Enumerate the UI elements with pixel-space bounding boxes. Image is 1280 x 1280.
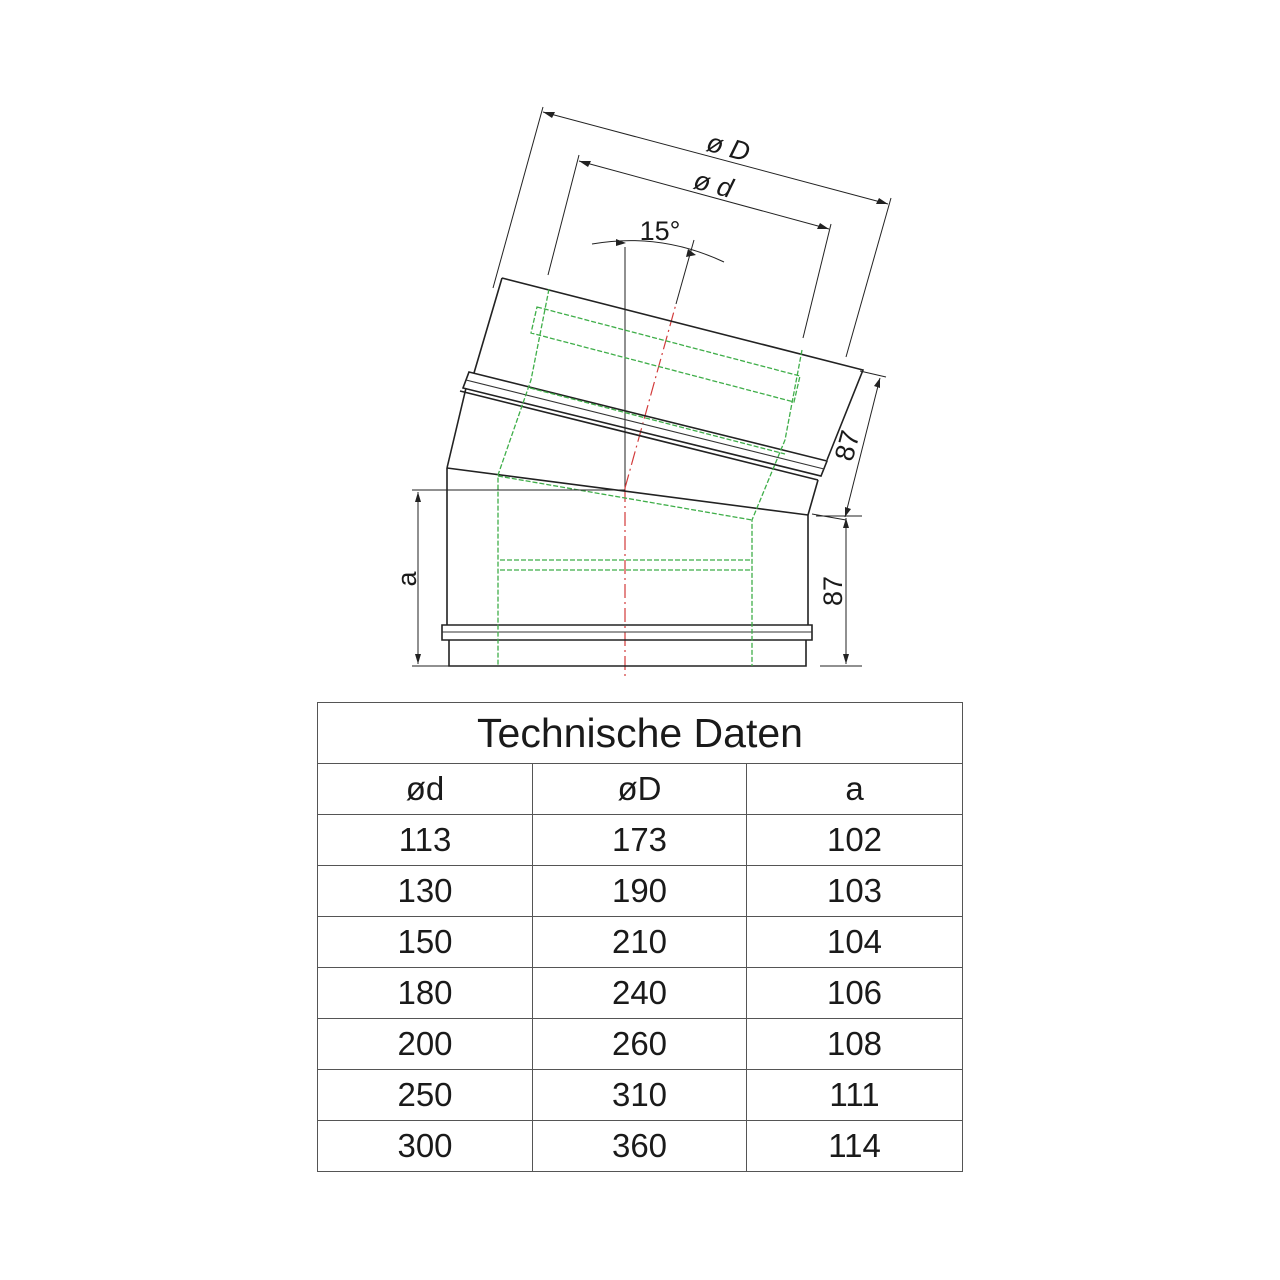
outer-diameter-label: ø D [703,127,754,168]
inner-pipe [498,289,802,666]
table-cell: 173 [533,815,747,866]
table-cell: 310 [533,1070,747,1121]
dimension-outer-diameter [493,107,891,357]
table-cell: 102 [747,815,963,866]
table-cell: 200 [318,1019,533,1070]
table-row [318,1121,963,1172]
angle-label: 15° [639,216,681,246]
height-label: a [392,571,422,587]
technical-data-table [317,702,963,1172]
table-row [318,917,963,968]
table-cell: 104 [747,917,963,968]
upper-pipe-section [447,278,863,515]
table-cell: 240 [533,968,747,1019]
table-row [318,1019,963,1070]
table-cell: 113 [318,815,533,866]
table-cell: 108 [747,1019,963,1070]
table-cell: 111 [747,1070,963,1121]
table-row [318,815,963,866]
table-row [318,968,963,1019]
dimension-lower-length [816,516,862,666]
dimension-angle [592,216,724,262]
table-cell: 250 [318,1070,533,1121]
table-row [318,1070,963,1121]
table-cell: 130 [318,866,533,917]
dimension-upper-length [812,371,886,520]
table-cell: 106 [747,968,963,1019]
table-cell: 103 [747,866,963,917]
center-axis [625,240,694,678]
table-cell: 114 [747,1121,963,1172]
table-title: Technische Daten [318,703,963,764]
table-cell: 150 [318,917,533,968]
table-row [318,866,963,917]
table-cell: 180 [318,968,533,1019]
column-header-height: a [747,764,963,815]
dimension-inner-diameter [548,155,831,338]
table-cell: 190 [533,866,747,917]
upper-length-label: 87 [828,427,866,465]
inner-diameter-label: ø d [690,164,737,204]
lower-length-label: 87 [818,575,848,607]
column-header-outer-diameter: øD [533,764,747,815]
table-cell: 260 [533,1019,747,1070]
column-header-inner-diameter: ød [318,764,533,815]
table-cell: 360 [533,1121,747,1172]
table-cell: 300 [318,1121,533,1172]
table-cell: 210 [533,917,747,968]
